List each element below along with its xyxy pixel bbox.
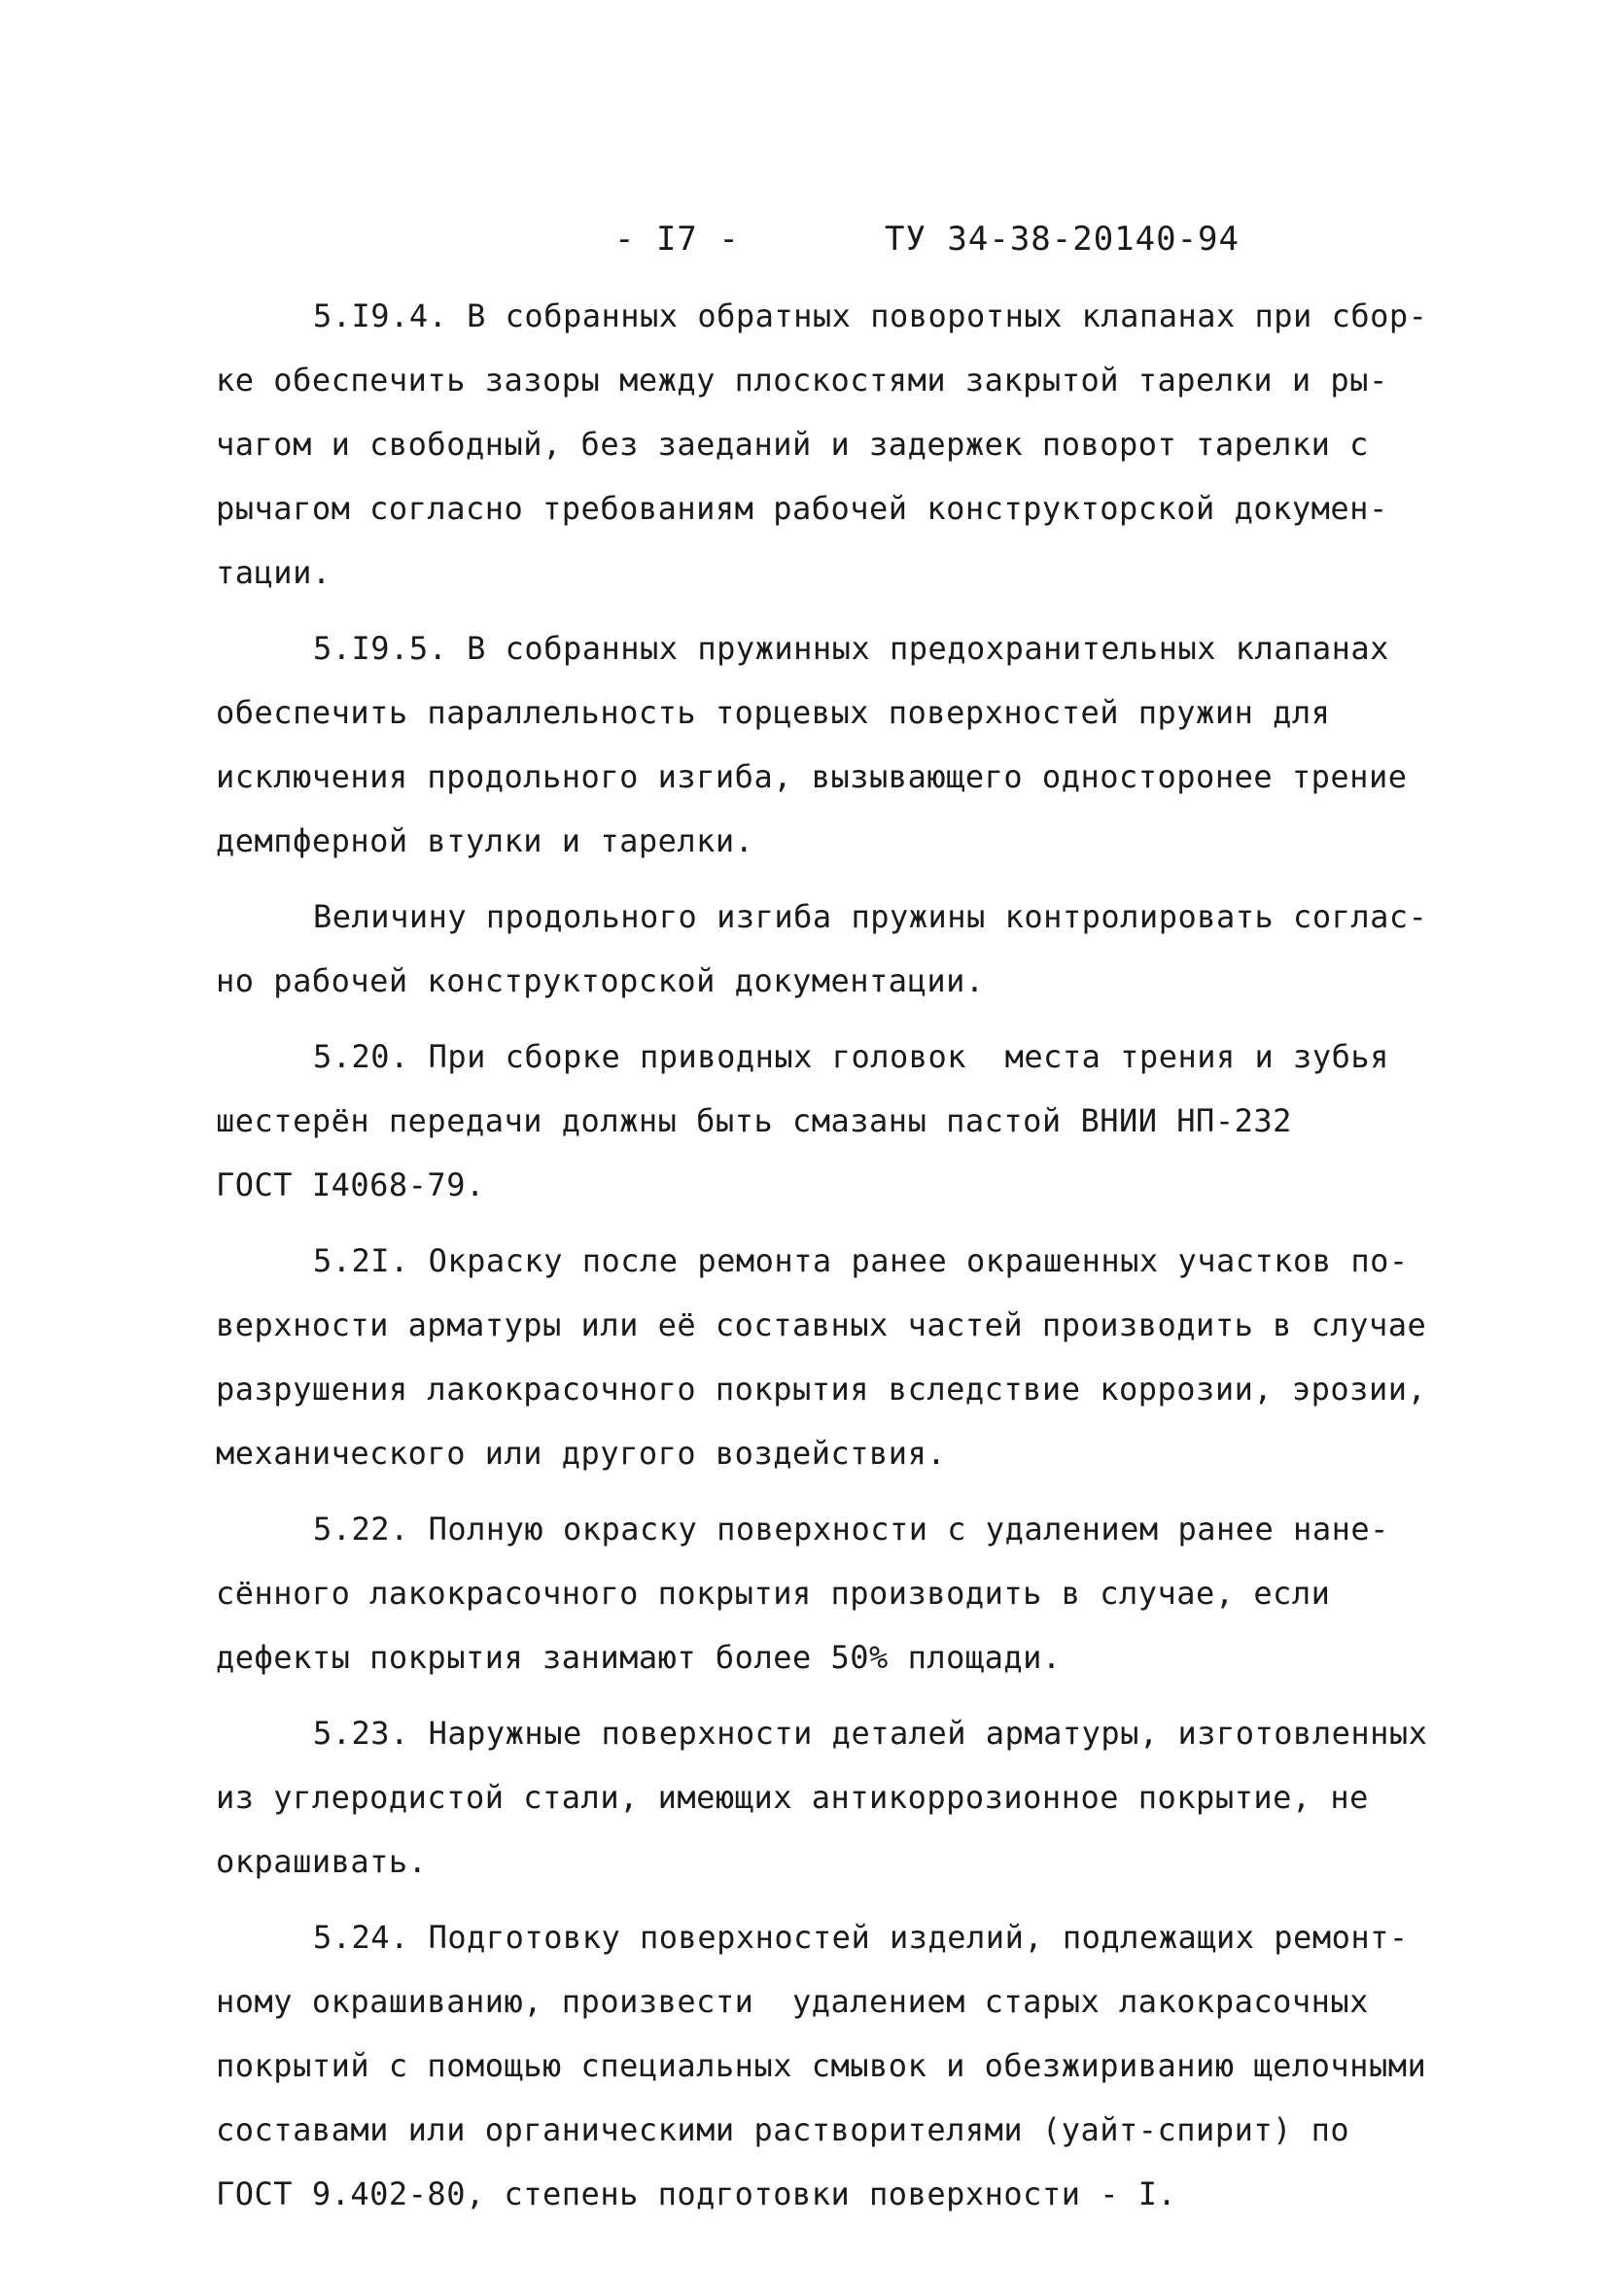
text-line: дефекты покрытия занимают более 50% площади. [216,1639,1062,1676]
text-line: 5.I9.5. В собранных пружинных предохранительных клапанах [313,630,1389,667]
text-line: 5.22. Полную окраску поверхности с удалением ранее нане- [313,1511,1389,1548]
text-line: но рабочей конструкторской документации. [216,962,985,999]
text-line: исключения продольного изгиба, вызывающего односторонее трение [216,758,1408,795]
document-body [216,284,1441,2226]
paragraph-5-20 [216,1025,1441,1217]
text-line: окрашивать. [216,1843,428,1880]
text-line: чагом и свободный, без заеданий и задержек поворот тарелки с [216,426,1369,463]
text-line: ке обеспечить зазоры между плоскостями закрытой тарелки и ры- [216,362,1388,399]
text-line: тации. [216,554,332,591]
paragraph-5-24 [216,1905,1441,2226]
text-line: сённого лакокрасочного покрытия производить в случае, если [216,1575,1331,1612]
text-line: из углеродистой стали, имеющих антикоррозионное покрытие, не [216,1779,1369,1816]
text-line: разрушения лакокрасочного покрытия вследствие коррозии, эрозии, [216,1371,1427,1408]
paragraph-5-22 [216,1497,1441,1689]
paragraph-spring-bend [216,885,1441,1013]
document-code: ТУ 34-38-20140-94 [885,220,1240,259]
text-line: ГОСТ I4068-79. [216,1166,485,1203]
text-line: 5.23. Наружные поверхности деталей арматуры, изготовленных [313,1715,1428,1752]
text-line: верхности арматуры или её составных частей производить в случае [216,1306,1427,1343]
text-line: обеспечить параллельность торцевых поверхностей пружин для [216,694,1331,731]
page-number: - I7 - [614,220,740,259]
page-header [0,220,1608,278]
paragraph-5-19-5 [216,616,1441,873]
text-line: рычагом согласно требованиям рабочей конструкторской докумен- [216,490,1388,527]
text-line: 5.20. При сборке приводных головок места трения и зубья [313,1038,1389,1075]
text-line: демпферной втулки и тарелки. [216,822,754,859]
paragraph-5-23 [216,1701,1441,1894]
text-line: шестерён передачи должны быть смазаны пастой ВНИИ НП-232 [216,1102,1292,1139]
paragraph-5-19-4 [216,284,1441,605]
text-line: 5.24. Подготовку поверхностей изделий, подлежащих ремонт- [313,1919,1409,1956]
text-line: ному окрашиванию, произвести удалением старых лакокрасочных [216,1983,1369,2020]
paragraph-5-21 [216,1229,1441,1485]
text-line: Величину продольного изгиба пружины контролировать соглас- [313,898,1428,935]
text-line: 5.2I. Окраску после ремонта ранее окрашенных участков по- [313,1242,1409,1279]
text-line: ГОСТ 9.402-80, степень подготовки поверхности - I. [216,2175,1177,2212]
text-line: 5.I9.4. В собранных обратных поворотных клапанах при сбор- [313,297,1428,334]
text-line: составами или органическими растворителями (уайт-спирит) по [216,2111,1350,2148]
text-line: механического или другого воздействия. [216,1435,947,1472]
text-line: покрытий с помощью специальных смывок и обезжириванию щелочными [216,2047,1427,2084]
